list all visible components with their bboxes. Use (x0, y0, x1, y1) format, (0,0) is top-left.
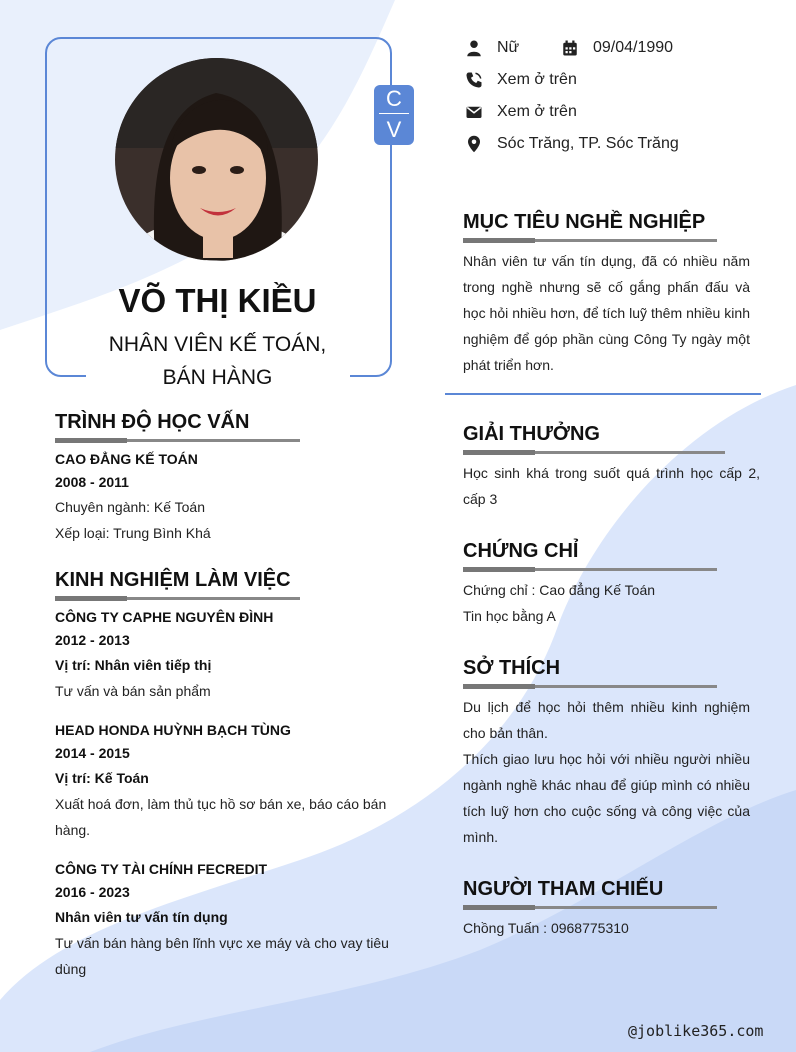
address-value: Sóc Trăng, TP. Sóc Trăng (497, 135, 679, 152)
phone-row (465, 68, 483, 92)
envelope-icon (465, 103, 483, 121)
gender-value: Nữ (497, 39, 520, 56)
experience-underline (55, 597, 300, 600)
education-years: 2008 - 2011 (55, 474, 129, 490)
certificates-title: CHỨNG CHỈ (463, 540, 579, 562)
hobbies-text-2: Thích giao lưu học hỏi với nhiều người nhiều ngành nghề khác nhau để giúp mình có nhiều tích luỹ hơn cho cuộc sống và công việc của mình. (463, 751, 750, 845)
job-role: Nhân viên tư vấn tín dụng (55, 909, 228, 925)
education-school: CAO ĐẲNG KẾ TOÁN (55, 451, 198, 467)
candidate-name: VÕ THỊ KIỀU (118, 282, 317, 319)
candidate-position (60, 328, 375, 394)
hobbies-title: SỞ THÍCH (463, 657, 561, 679)
education-rank: Xếp loại: Trung Bình Khá (55, 525, 211, 541)
cv-badge-divider (379, 113, 409, 114)
job-years: 2014 - 2015 (55, 745, 130, 761)
section-divider (445, 393, 761, 395)
job-company: CÔNG TY TÀI CHÍNH FECREDIT (55, 861, 268, 877)
person-icon (465, 39, 483, 57)
certificate-item: Tin học bằng A (463, 608, 556, 624)
cv-badge (374, 85, 414, 145)
references-underline (463, 906, 717, 909)
calendar-icon (561, 39, 579, 57)
awards-underline (463, 451, 725, 454)
avatar-photo (115, 58, 318, 261)
job-description: Xuất hoá đơn, làm thủ tục hồ sơ bán xe, báo cáo bán (55, 796, 387, 812)
experience-title: KINH NGHIỆM LÀM VIỆC (55, 569, 291, 591)
job-description-cont: hàng. (55, 822, 91, 838)
job-role: Vị trí: Kế Toán (55, 770, 149, 786)
position-line-1: NHÂN VIÊN KẾ TOÁN, (108, 333, 327, 356)
phone-value: Xem ở trên (497, 71, 577, 88)
address-row (465, 132, 483, 156)
footer-watermark: @joblike365.com (628, 1022, 764, 1040)
education-underline (55, 439, 300, 442)
email-value: Xem ở trên (497, 103, 577, 120)
certificate-item: Chứng chỉ : Cao đẳng Kế Toán (463, 582, 656, 598)
objective-title: MỤC TIÊU NGHỀ NGHIỆP (463, 211, 706, 233)
cv-badge-v: V (386, 117, 402, 142)
avatar (115, 58, 318, 261)
education-title: TRÌNH ĐỘ HỌC VẤN (55, 411, 250, 433)
objective-underline (463, 239, 717, 242)
cv-badge-c: C (386, 86, 402, 111)
hobbies-underline (463, 685, 717, 688)
objective-text: Nhân viên tư vấn tín dụng, đã có nhiều năm trong nghề nhưng sẽ cố gắng phấn đấu và học hỏi nhiều hơn, để tích luỹ thêm nhiều kinh nghiệm để góp phần cùng Công Ty ngày một phát triển hơn. (463, 253, 750, 373)
job-years: 2012 - 2013 (55, 632, 130, 648)
gender-row (465, 36, 483, 60)
references-title: NGƯỜI THAM CHIẾU (463, 878, 664, 900)
education-major: Chuyên ngành: Kế Toán (55, 499, 205, 515)
job-years: 2016 - 2023 (55, 884, 130, 900)
map-pin-icon (465, 135, 483, 153)
job-company: HEAD HONDA HUỲNH BẠCH TÙNG (55, 722, 291, 738)
awards-title: GIẢI THƯỞNG (463, 423, 600, 445)
job-company: CÔNG TY CAPHE NGUYÊN ĐÌNH (55, 609, 274, 625)
job-description: Tư vấn và bán sản phẩm (55, 683, 211, 699)
position-line-2: BÁN HÀNG (162, 366, 273, 389)
job-description-cont: dùng (55, 961, 87, 977)
references-text: Chồng Tuấn : 0968775310 (463, 920, 629, 936)
birthday-row (561, 36, 579, 60)
awards-text: Học sinh khá trong suốt quá trình học cấp 2, cấp 3 (463, 465, 760, 507)
job-role: Vị trí: Nhân viên tiếp thị (55, 657, 212, 673)
phone-icon (465, 71, 483, 89)
birthday-value: 09/04/1990 (593, 39, 674, 56)
certificates-underline (463, 568, 717, 571)
job-description: Tư vấn bán hàng bên lĩnh vực xe máy và cho vay tiêu (55, 935, 389, 951)
hobbies-text-1: Du lịch để học hỏi thêm nhiều kinh nghiệm cho bản thân. (463, 699, 750, 741)
email-row (465, 100, 483, 124)
